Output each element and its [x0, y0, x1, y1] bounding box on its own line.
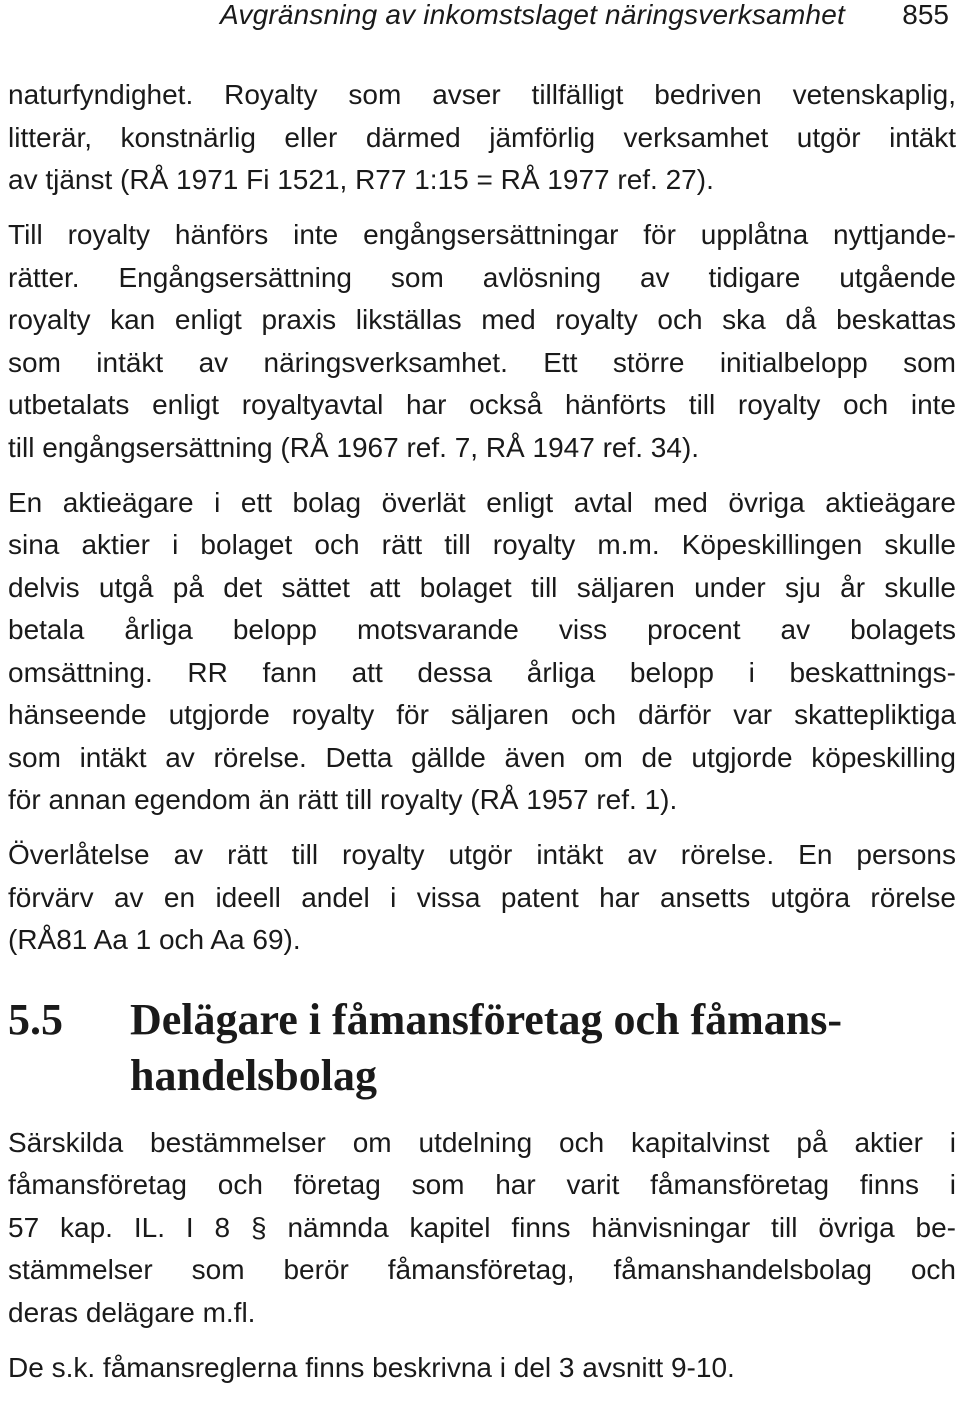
paragraph: [8, 834, 956, 962]
text-line: förvärv av en ideell andel i vissa patent har ansetts utgöra rörelse: [8, 881, 956, 913]
text-line: sina aktier i bolaget och rätt till royalty m.m. Köpeskillingen skulle: [8, 529, 956, 560]
text-line: 57 kap. IL. I 8 § nämnda kapitel finns hänvisningar till övriga be-: [8, 1211, 956, 1243]
text-line: Överlåtelse av rätt till royalty utgör intäkt av rörelse. En persons: [8, 839, 956, 870]
text-line: som intäkt av rörelse. Detta gällde även om de utgjorde köpeskilling: [8, 741, 956, 773]
section-title-line-1: Delägare i fåmansföretag och fåmans-: [130, 994, 843, 1044]
page-number: 855: [902, 0, 949, 30]
paragraph: [8, 482, 956, 822]
text-line: De s.k. fåmansreglerna finns beskrivna i del 3 avsnitt 9-10.: [8, 1351, 735, 1383]
text-line: deras delägare m.fl.: [8, 1296, 256, 1328]
page-header: [0, 0, 960, 40]
text-line: betala årliga belopp motsvarande viss procent av bolagets: [8, 614, 956, 645]
text-line: hänseende utgjorde royalty för säljaren och därför var skattepliktiga: [8, 699, 956, 730]
section-number: 5.5: [8, 994, 63, 1044]
text-line: stämmelser som berör fåmansföretag, fåmanshandelsbolag och: [8, 1254, 956, 1285]
page-body: [8, 74, 956, 1389]
paragraph: [8, 1347, 956, 1390]
text-line: (RÅ81 Aa 1 och Aa 69).: [8, 924, 301, 955]
section-title-line-2: handelsbolag: [130, 1050, 377, 1100]
paragraph: [8, 214, 956, 469]
text-line: litterär, konstnärlig eller därmed jämförlig verksamhet utgör intäkt: [8, 121, 956, 153]
text-line: Särskilda bestämmelser om utdelning och kapitalvinst på aktier i: [8, 1126, 956, 1158]
text-line: som intäkt av näringsverksamhet. Ett större initialbelopp som: [8, 346, 956, 378]
text-line: för annan egendom än rätt till royalty (RÅ 1957 ref. 1).: [8, 784, 678, 815]
text-line: fåmansföretag och företag som har varit fåmansföretag finns i: [8, 1169, 956, 1200]
text-line: Till royalty hänförs inte engångsersättningar för upplåtna nyttjande-: [8, 219, 956, 250]
text-line: utbetalats enligt royaltyavtal har också hänförts till royalty och inte: [8, 389, 956, 420]
text-line: delvis utgå på det sättet att bolaget till säljaren under sju år skulle: [8, 571, 956, 603]
section-heading: [8, 992, 956, 1104]
text-line: rätter. Engångsersättning som avlösning av tidigare utgående: [8, 261, 956, 293]
text-line: omsättning. RR fann att dessa årliga belopp i beskattnings-: [8, 656, 956, 688]
paragraph: [8, 1122, 956, 1335]
paragraph: [8, 74, 956, 202]
text-line: royalty kan enligt praxis likställas med royalty och ska då beskattas: [8, 304, 956, 335]
text-line: naturfyndighet. Royalty som avser tillfälligt bedriven vetenskaplig,: [8, 79, 956, 110]
text-line: till engångsersättning (RÅ 1967 ref. 7, RÅ 1947 ref. 34).: [8, 431, 700, 463]
text-line: En aktieägare i ett bolag överlät enligt avtal med övriga aktieägare: [8, 486, 956, 518]
running-header-title: Avgränsning av inkomstslaget näringsverksamhet: [220, 0, 845, 30]
text-line: av tjänst (RÅ 1971 Fi 1521, R77 1:15 = RÅ 1977 ref. 27).: [8, 164, 714, 195]
